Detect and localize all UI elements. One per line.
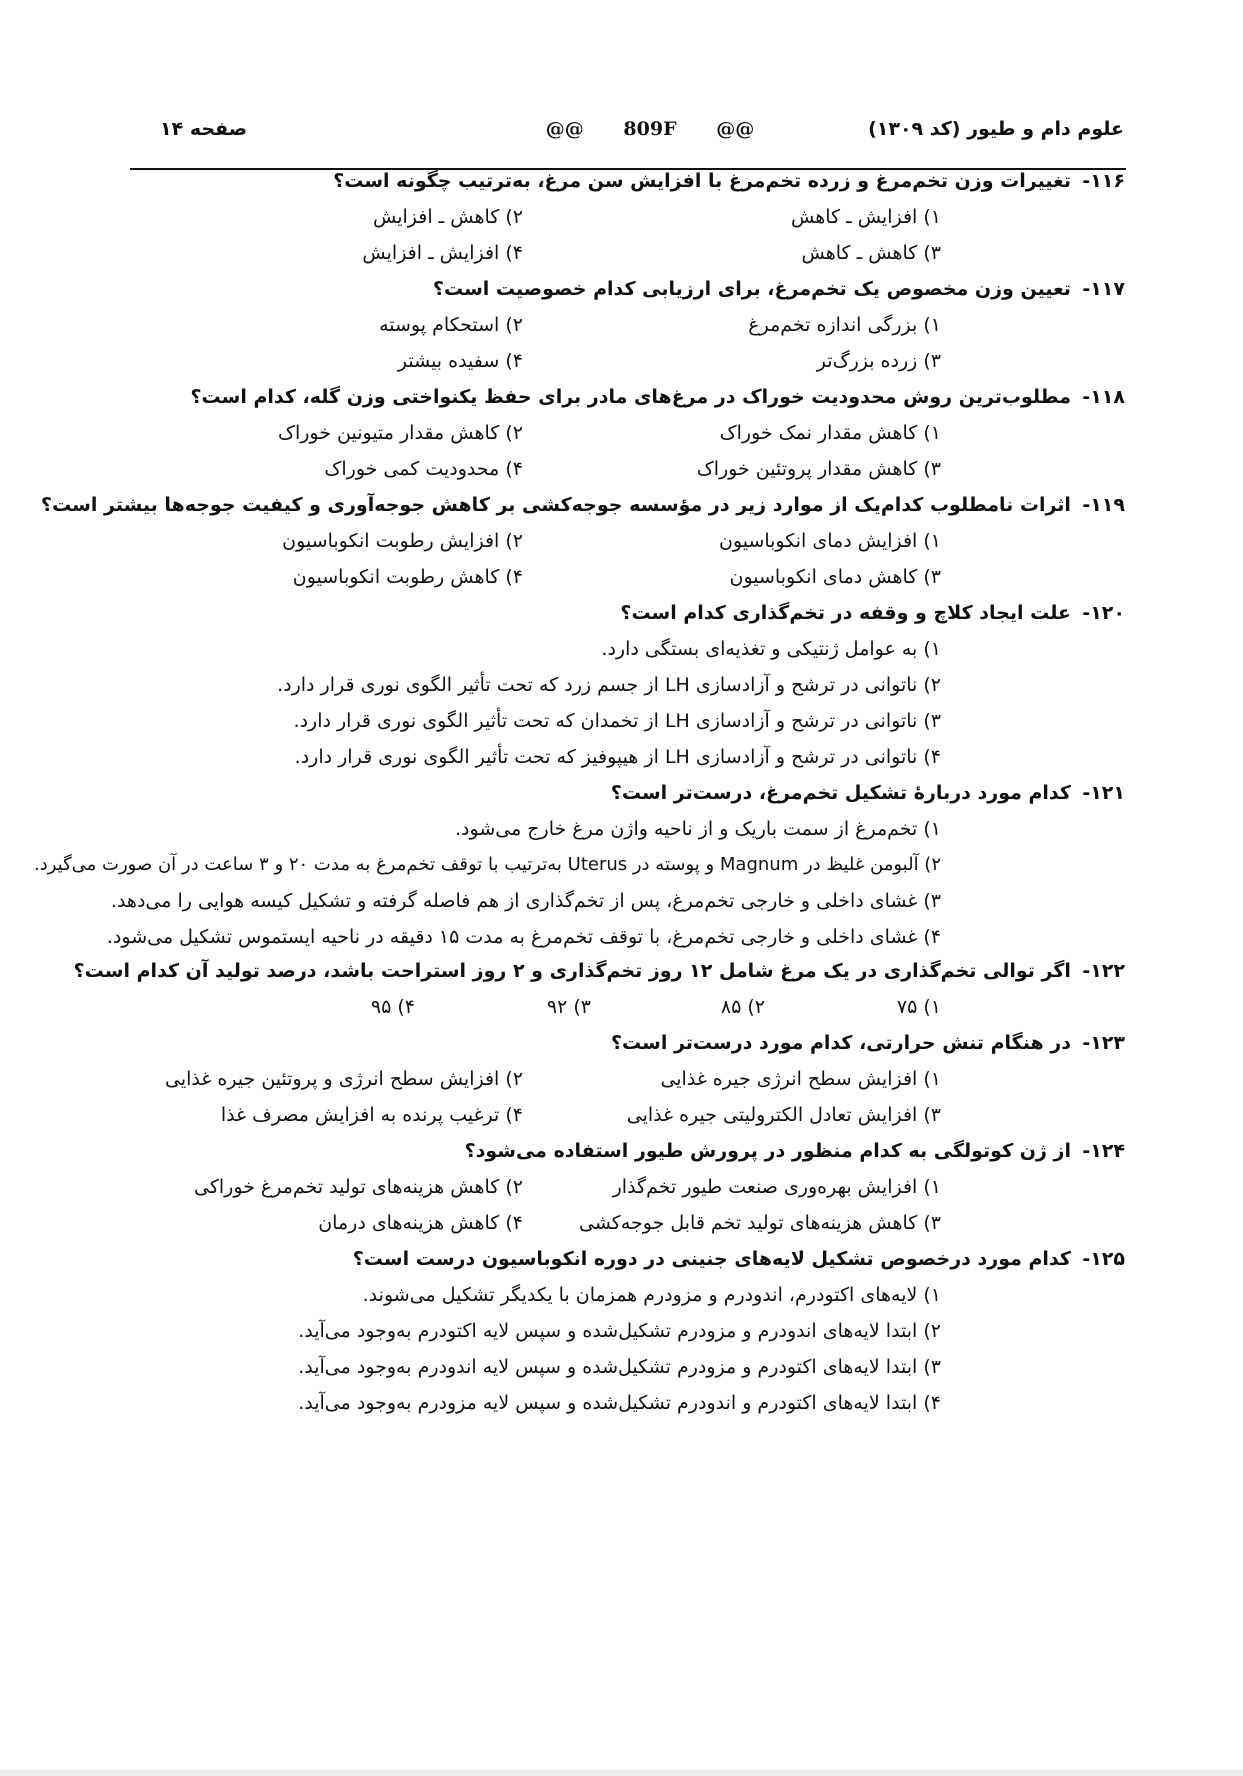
question-text: علت ایجاد کلاچ و وقفه در تخم‌گذاری کدام است؟ [620,602,1071,624]
question-116 [333,168,1125,194]
option-3: ۳) ابتدا لایه‌های اکتودرم و مزودرم تشکیل‌شده و سپس لایه اندودرم به‌وجود می‌آید. [298,1356,941,1378]
question-number: ۱۲۴- [1082,1140,1125,1162]
option-2: ۲) افزایش سطح انرژی و پروتئین جیره غذایی [165,1068,523,1090]
question-text: تغییرات وزن تخم‌مرغ و زرده تخم‌مرغ با افزایش سن مرغ، به‌ترتیب چگونه است؟ [333,170,1071,192]
question-text: تعیین وزن مخصوص یک تخم‌مرغ، برای ارزیابی کدام خصوصیت است؟ [432,278,1071,300]
option-1: ۱) افزایش سطح انرژی جیره غذایی [660,1068,941,1090]
question-125 [353,1246,1125,1272]
question-text: در هنگام تنش حرارتی، کدام مورد درست‌تر است؟ [611,1032,1071,1054]
exam-subject: علوم دام و طیور (کد ۱۳۰۹) [868,118,1124,140]
question-text: از ژن کوتولگی به کدام منظور در پرورش طیور استفاده می‌شود؟ [464,1140,1071,1162]
question-number: ۱۲۳- [1082,1032,1125,1054]
option-1: ۱) تخم‌مرغ از سمت باریک و از ناحیه واژن مرغ خارج می‌شود. [455,818,941,840]
question-number: ۱۲۱- [1082,782,1125,804]
option-2: ۲) آلبومن غلیظ در Magnum و پوسته در Uterus به‌ترتیب با توقف تخم‌مرغ به مدت ۲۰ و ۳ ساعت در آن صورت می‌گیرد. [33,854,941,875]
option-3: ۳) ناتوانی در ترشح و آزادسازی LH از تخمدان که تحت تأثیر الگوی نوری قرار دارد. [293,710,941,732]
option-1: ۱) بزرگی اندازه تخم‌مرغ [748,314,941,336]
option-1: ۱) به عوامل ژنتیکی و تغذیه‌ای بستگی دارد. [601,638,941,660]
option-2: ۲) کاهش هزینه‌های تولید تخم‌مرغ خوراکی [194,1176,523,1198]
question-number: ۱۲۵- [1082,1248,1125,1270]
question-text: مطلوب‌ترین روش محدودیت خوراک در مرغ‌های مادر برای حفظ یکنواختی وزن گله، کدام است؟ [190,386,1071,408]
option-3: ۳) ۹۲ [546,996,591,1018]
question-122 [74,958,1125,984]
option-3: ۳) افزایش تعادل الکترولیتی جیره غذایی [626,1104,941,1126]
option-4: ۴) ناتوانی در ترشح و آزادسازی LH از هیپوفیز که تحت تأثیر الگوی نوری قرار دارد. [294,746,941,768]
option-2: ۲) افزایش رطوبت انکوباسیون [282,530,523,552]
option-4: ۴) ابتدا لایه‌های اکتودرم و اندودرم تشکیل‌شده و سپس لایه مزودرم به‌وجود می‌آید. [298,1392,941,1414]
question-number: ۱۱۹- [1082,494,1125,516]
option-3: ۳) زرده بزرگ‌تر [816,350,941,372]
option-1: ۱) افزایش ـ کاهش [790,206,941,228]
option-4: ۴) غشای داخلی و خارجی تخم‌مرغ، با توقف تخم‌مرغ به مدت ۱۵ دقیقه در ناحیه ایستموس تشکیل می‌شود. [106,926,941,948]
question-123 [611,1030,1125,1056]
option-2: ۲) ابتدا لایه‌های اندودرم و مزودرم تشکیل‌شده و سپس لایه اکتودرم به‌وجود می‌آید. [298,1320,941,1342]
option-1: ۱) افزایش دمای انکوباسیون [718,530,941,552]
option-4: ۴) محدودیت کمی خوراک [324,458,523,480]
option-3: ۳) غشای داخلی و خارجی تخم‌مرغ، پس از تخم‌گذاری از هم فاصله گرفته و تشکیل کیسه هوایی را می‌دهد. [110,890,941,912]
option-2: ۲) ۸۵ [720,996,765,1018]
question-number: ۱۲۰- [1082,602,1125,624]
page-header [130,118,1124,148]
option-3: ۳) کاهش مقدار پروتئین خوراک [696,458,941,480]
option-3: ۳) کاهش دمای انکوباسیون [729,566,941,588]
page-number: صفحه ۱۴ [160,118,248,140]
question-text: اثرات نامطلوب کدام‌یک از موارد زیر در مؤسسه جوجه‌کشی بر کاهش جوجه‌آوری و کیفیت جوجه‌ها بیشتر است؟ [41,494,1071,516]
question-number: ۱۱۶- [1082,170,1125,192]
option-1: ۱) کاهش مقدار نمک خوراک [719,422,941,444]
option-3: ۳) کاهش ـ کاهش [801,242,941,264]
question-124 [465,1138,1125,1164]
page-bottom-edge [0,1770,1243,1776]
question-120 [620,600,1125,626]
option-4: ۴) سفیده بیشتر [397,350,523,372]
question-text: کدام مورد دربارهٔ تشکیل تخم‌مرغ، درست‌تر است؟ [610,782,1071,804]
option-2: ۲) استحکام پوسته [379,314,523,336]
question-118 [191,384,1125,410]
option-4: ۴) ترغیب پرنده به افزایش مصرف غذا [220,1104,523,1126]
option-2: ۲) ناتوانی در ترشح و آزادسازی LH از جسم زرد که تحت تأثیر الگوی نوری قرار دارد. [277,674,941,696]
question-number: ۱۱۸- [1082,386,1125,408]
option-1: ۱) لایه‌های اکتودرم، اندودرم و مزودرم همزمان با یکدیگر تشکیل می‌شوند. [362,1284,941,1306]
option-1: ۱) ۷۵ [896,996,941,1018]
option-1: ۱) افزایش بهره‌وری صنعت طیور تخم‌گذار [612,1176,941,1198]
question-text: اگر توالی تخم‌گذاری در یک مرغ شامل ۱۲ روز تخم‌گذاری و ۲ روز استراحت باشد، درصد تولید آن کدام است؟ [73,960,1071,982]
option-3: ۳) کاهش هزینه‌های تولید تخم قابل جوجه‌کشی [578,1212,941,1234]
option-2: ۲) کاهش مقدار متیونین خوراک [277,422,523,444]
question-121 [611,780,1125,806]
option-4: ۴) کاهش رطوبت انکوباسیون [292,566,523,588]
question-119 [41,492,1125,518]
option-4: ۴) ۹۵ [370,996,415,1018]
booklet-code: @@ 809F @@ [545,118,755,140]
question-117 [433,276,1125,302]
question-number: ۱۱۷- [1082,278,1125,300]
option-4: ۴) کاهش هزینه‌های درمان [318,1212,523,1234]
option-2: ۲) کاهش ـ افزایش [372,206,523,228]
option-4: ۴) افزایش ـ افزایش [362,242,523,264]
question-number: ۱۲۲- [1082,960,1125,982]
question-text: کدام مورد درخصوص تشکیل لایه‌های جنینی در دوره انکوباسیون درست است؟ [352,1248,1071,1270]
